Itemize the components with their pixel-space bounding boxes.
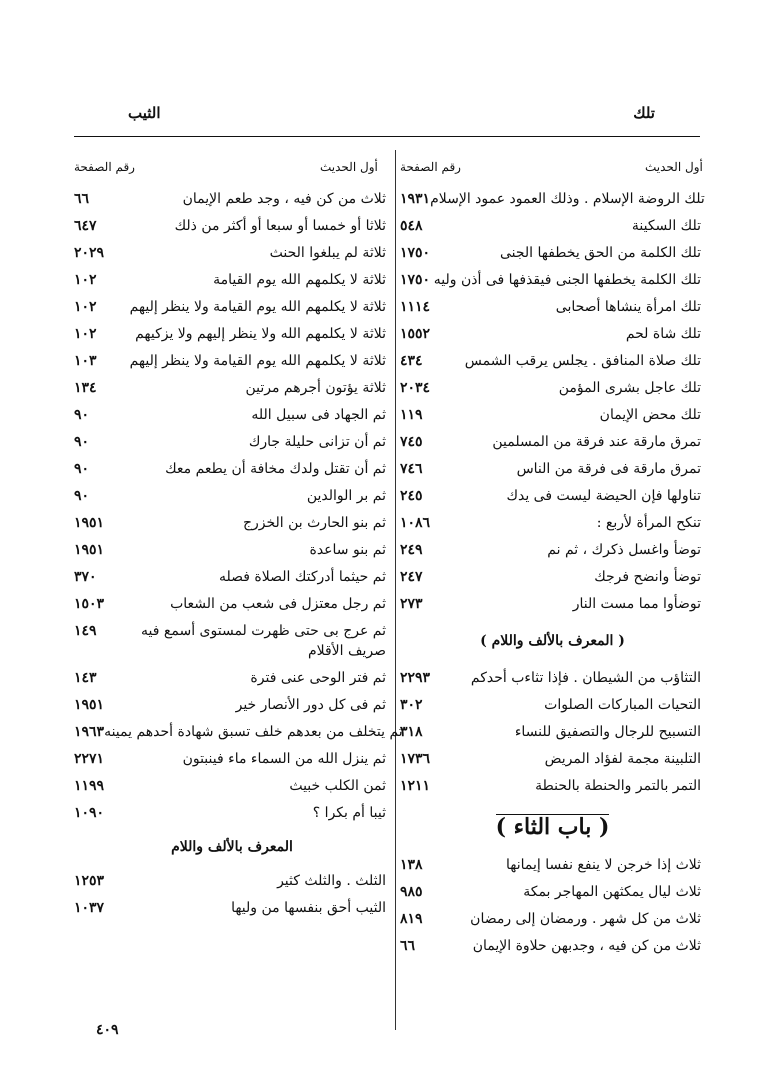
index-entry xyxy=(400,189,705,209)
page-ref: ١٥٥٢ xyxy=(400,326,431,342)
hadith-opening: ثلاثة لا يكلمهم الله يوم القيامة ولا ينظر إليهم xyxy=(129,299,386,315)
hadith-opening: ثم أن تزانى حليلة جارك xyxy=(248,434,386,450)
hadith-opening: التلبينة مجمة لفؤاد المريض xyxy=(544,751,701,767)
index-entry xyxy=(74,513,390,533)
page-ref: ١٧٥٠ xyxy=(400,245,431,261)
hadith-opening: ثلاث ليال يمكثهن المهاجر بمكة xyxy=(523,884,701,900)
index-entry xyxy=(400,432,705,452)
hadith-opening: تلك صلاة المنافق . يجلس يرقب الشمس xyxy=(464,353,701,369)
hadith-opening: ثلاثا أو خمسا أو سبعا أو أكثر من ذلك xyxy=(174,218,386,234)
index-entry xyxy=(400,270,705,290)
page-ref: ١١٩ xyxy=(400,407,423,423)
page-ref: ١٩٥١ xyxy=(74,515,105,531)
hadith-opening: ثم رجل معتزل فى شعب من الشعاب xyxy=(170,596,386,612)
index-entry xyxy=(400,882,705,902)
page-ref: ٢٠٣٤ xyxy=(400,380,431,396)
hadith-opening: توضأ واغسل ذكرك ، ثم نم xyxy=(547,542,701,558)
page-ref: ٩٠ xyxy=(74,407,90,423)
index-entry xyxy=(74,243,390,263)
left-column-heading-page: رقم الصفحة xyxy=(74,160,135,174)
page-ref: ١٧٥٠ xyxy=(400,272,431,288)
hadith-opening: ثيبا أم بكرا ؟ xyxy=(312,805,386,821)
page-ref: ٢٤٩ xyxy=(400,542,423,558)
index-entry xyxy=(400,243,705,263)
index-entry xyxy=(400,351,705,371)
page-ref: ١٤٩ xyxy=(74,623,97,639)
section-title: ( المعرف بالألف واللام ) xyxy=(480,633,625,649)
hadith-opening: تلك السكينة xyxy=(631,218,701,234)
index-entry xyxy=(400,324,705,344)
hadith-opening: ثم الجهاد فى سبيل الله xyxy=(251,407,386,423)
section-heading xyxy=(74,830,390,864)
running-header-left: الثيب xyxy=(128,104,161,122)
hadith-opening: ثم فى كل دور الأنصار خير xyxy=(235,697,386,713)
hadith-opening: ثمن الكلب خبيث xyxy=(289,778,386,794)
index-entry xyxy=(74,189,390,209)
index-entry xyxy=(400,216,705,236)
index-entry xyxy=(400,776,705,796)
section-heading xyxy=(400,621,705,661)
hadith-opening: ثلاث من كن فيه ، وجد طعم الإيمان xyxy=(182,191,386,207)
hadith-opening: تلك الروضة الإسلام . وذلك العمود عمود الإسلام xyxy=(430,191,705,207)
hadith-opening: ثم يتخلف من بعدهم خلف تسبق شهادة أحدهم يمينه xyxy=(104,724,403,740)
hadith-opening: تلك امرأة ينشاها أصحابى xyxy=(555,299,701,315)
hadith-opening: تلك محض الإيمان xyxy=(599,407,701,423)
index-entry xyxy=(400,722,705,742)
hadith-opening: تلك الكلمة يخطفها الجنى فيقذفها فى أذن وليه xyxy=(433,272,701,288)
hadith-opening: ثم فتر الوحى عنى فترة xyxy=(250,670,386,686)
page-ref: ٢٢٩٣ xyxy=(400,670,431,686)
hadith-opening: ثلاثة لا يكلمهم الله يوم القيامة xyxy=(213,272,386,288)
hadith-opening: تنكح المرأة لأربع : xyxy=(596,515,701,531)
hadith-opening: توضأ وانضح فرجك xyxy=(594,569,701,585)
page-ref: ١٩٥١ xyxy=(74,542,105,558)
page-ref: ٧٤٥ xyxy=(400,434,423,450)
right-column-heading-page: رقم الصفحة xyxy=(400,160,461,174)
index-entry xyxy=(400,855,705,875)
index-entry xyxy=(74,567,390,587)
hadith-opening: تلك عاجل بشرى المؤمن xyxy=(558,380,701,396)
index-entry xyxy=(74,540,390,560)
page-ref: ٢٤٥ xyxy=(400,488,423,504)
hadith-opening: ثلاثة يؤتون أجرهم مرتين xyxy=(245,380,386,396)
index-entry xyxy=(400,378,705,398)
index-entry xyxy=(74,722,403,742)
page-ref: ١٠٨٦ xyxy=(400,515,431,531)
index-entry xyxy=(400,567,705,587)
page-ref: ١٢١١ xyxy=(400,778,431,794)
chapter-heading xyxy=(400,803,705,848)
index-entry xyxy=(74,898,390,918)
index-entry xyxy=(74,749,390,769)
index-entry xyxy=(74,668,390,688)
index-entry xyxy=(400,459,705,479)
page-ref: ٢٠٢٩ xyxy=(74,245,105,261)
index-entry xyxy=(74,459,390,479)
hadith-opening: التثاؤب من الشيطان . فإذا تثاءب أحدكم xyxy=(470,670,701,686)
page-ref: ٤٣٤ xyxy=(400,353,423,369)
index-entry xyxy=(74,405,390,425)
header-rule xyxy=(74,136,700,137)
page-ref: ١٩٥١ xyxy=(74,697,105,713)
page-ref: ١١١٤ xyxy=(400,299,431,315)
hadith-opening: التحيات المباركات الصلوات xyxy=(544,697,701,713)
column-divider xyxy=(395,150,396,1030)
page-ref: ١٢٥٣ xyxy=(74,873,105,889)
page-ref: ٣٠٢ xyxy=(400,697,423,713)
hadith-opening: الثيب أحق بنفسها من وليها xyxy=(231,900,386,916)
index-entry xyxy=(400,936,705,956)
page-ref: ٧٤٦ xyxy=(400,461,423,477)
index-entry xyxy=(74,486,390,506)
hadith-opening: تمرق مارقة عند فرقة من المسلمين xyxy=(492,434,701,450)
page-ref: ١٥٠٣ xyxy=(74,596,105,612)
page-ref: ١١٩٩ xyxy=(74,778,105,794)
index-entry xyxy=(400,513,705,533)
page-ref: ٥٤٨ xyxy=(400,218,423,234)
hadith-opening: ثم عرج بى حتى ظهرت لمستوى أسمع فيه صريف الأقلام xyxy=(141,623,386,659)
hadith-opening: ثلاثة لا يكلمهم الله ولا ينظر إليهم ولا يزكيهم xyxy=(135,326,386,342)
hadith-opening: ثم حيثما أدركتك الصلاة فصله xyxy=(218,569,386,585)
hadith-opening: ثم بنو ساعدة xyxy=(309,542,386,558)
hadith-opening: ثلاث من كن فيه ، وجدبهن حلاوة الإيمان xyxy=(472,938,701,954)
hadith-opening: ثلاثة لم يبلغوا الحنث xyxy=(269,245,386,261)
right-column-entries xyxy=(400,189,705,963)
page-ref: ١٣٤ xyxy=(74,380,97,396)
left-column-heading-text: أول الحديث xyxy=(320,160,378,174)
page-ref: ١٤٣ xyxy=(74,670,97,686)
index-entry xyxy=(74,270,390,290)
page-ref: ٢٧٣ xyxy=(400,596,423,612)
index-entry xyxy=(74,594,390,614)
page-ref: ٢٢٧١ xyxy=(74,751,105,767)
page-ref: ١٧٣٦ xyxy=(400,751,431,767)
page-ref: ٣٧٠ xyxy=(74,569,97,585)
page-ref: ٩٠ xyxy=(74,488,90,504)
index-entry xyxy=(400,695,705,715)
page-ref: ١٠٢ xyxy=(74,299,97,315)
hadith-opening: ثم بنو الحارث بن الخزرج xyxy=(242,515,386,531)
page-ref: ٩٠ xyxy=(74,434,90,450)
hadith-opening: التمر بالتمر والحنطة بالحنطة xyxy=(535,778,701,794)
left-column-entries xyxy=(74,189,403,925)
index-entry xyxy=(74,695,390,715)
index-entry xyxy=(74,324,390,344)
hadith-opening: تمرق مارقة فى فرقة من الناس xyxy=(516,461,701,477)
index-entry xyxy=(400,486,705,506)
index-entry xyxy=(400,668,705,688)
right-column-heading-text: أول الحديث xyxy=(645,160,703,174)
index-entry xyxy=(74,432,390,452)
page-ref: ١٩٣١ xyxy=(400,191,431,207)
hadith-opening: ثم أن تقتل ولدك مخافة أن يطعم معك xyxy=(165,461,386,477)
page-ref: ١٠٢ xyxy=(74,326,97,342)
hadith-opening: تناولها فإن الحيضة ليست فى يدك xyxy=(506,488,701,504)
index-entry xyxy=(400,405,705,425)
page-ref: ٦٤٧ xyxy=(74,218,97,234)
hadith-opening: التسبيح للرجال والتصفيق للنساء xyxy=(514,724,701,740)
page-ref: ٣١٨ xyxy=(400,724,423,740)
page-ref: ٩٠ xyxy=(74,461,90,477)
hadith-opening: ثم بر الوالدين xyxy=(306,488,386,504)
index-entry xyxy=(74,297,390,317)
hadith-opening: ثلاث من كل شهر . ورمضان إلى رمضان xyxy=(470,911,701,927)
running-header-right: تلك xyxy=(633,104,655,122)
hadith-opening: تلك الكلمة من الحق يخطفها الجنى xyxy=(499,245,701,261)
hadith-opening: الثلث . والثلث كثير xyxy=(277,873,386,889)
page-ref: ٦٦ xyxy=(74,191,90,207)
index-entry xyxy=(400,540,705,560)
page-ref: ١٣٨ xyxy=(400,857,423,873)
page-ref: ٨١٩ xyxy=(400,911,423,927)
hadith-opening: ثلاثة لا يكلمهم الله يوم القيامة ولا ينظر إليهم xyxy=(129,353,386,369)
index-entry xyxy=(74,776,390,796)
page-ref: ١٠٩٠ xyxy=(74,805,105,821)
page-ref: ١٠٣٧ xyxy=(74,900,105,916)
page-ref: ١٩٦٣ xyxy=(74,724,105,740)
chapter-title: ( باب الثاء ) xyxy=(495,814,610,840)
hadith-opening: تلك شاة لحم xyxy=(625,326,701,342)
page-ref: ٦٦ xyxy=(400,938,416,954)
index-entry xyxy=(400,297,705,317)
page-ref: ٢٤٧ xyxy=(400,569,423,585)
page-ref: ١٠٢ xyxy=(74,272,97,288)
hadith-opening: ثم ينزل الله من السماء ماء فينبتون xyxy=(182,751,386,767)
index-entry xyxy=(74,621,390,661)
hadith-opening: توضأوا مما مست النار xyxy=(572,596,701,612)
index-entry xyxy=(400,749,705,769)
index-entry xyxy=(74,803,390,823)
page-ref: ١٠٣ xyxy=(74,353,97,369)
page-ref: ٩٨٥ xyxy=(400,884,423,900)
index-entry xyxy=(74,378,390,398)
index-entry xyxy=(74,351,390,371)
index-entry xyxy=(74,216,390,236)
page-number: ٤٠٩ xyxy=(96,1022,119,1038)
index-entry xyxy=(400,909,705,929)
hadith-opening: ثلاث إذا خرجن لا ينفع نفسا إيمانها xyxy=(506,857,701,873)
section-title: المعرف بالألف واللام xyxy=(171,839,293,855)
index-entry xyxy=(74,871,390,891)
index-entry xyxy=(400,594,705,614)
